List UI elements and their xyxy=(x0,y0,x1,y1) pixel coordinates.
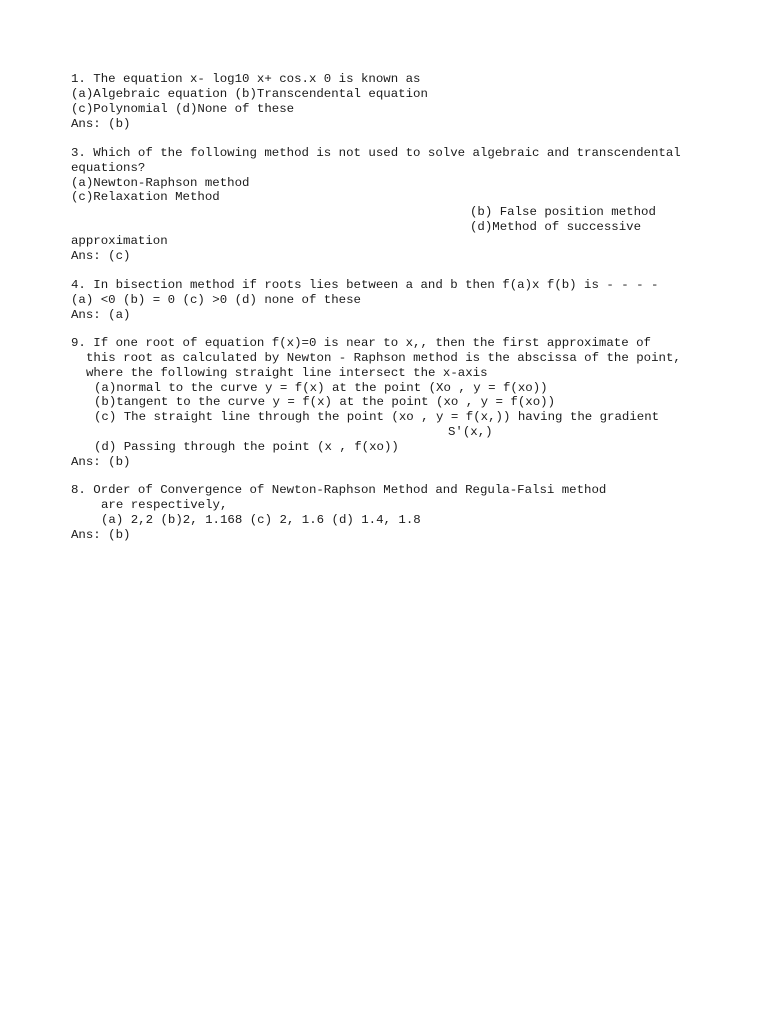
q3-answer: Ans: (c) xyxy=(71,249,131,263)
q3-option-c: (c)Relaxation Method xyxy=(71,190,220,204)
q9-option-c: (c) The straight line through the point (xo , y = f(x,)) having the gradient xyxy=(94,410,660,424)
q1-stem: 1. The equation x- log10 x+ cos.x 0 is known as xyxy=(71,72,421,86)
q4-answer: Ans: (a) xyxy=(71,308,131,322)
q4-options: (a) <0 (b) = 0 (c) >0 (d) none of these xyxy=(71,293,361,307)
q9-option-b: (b)tangent to the curve y = f(x) at the point (xo , y = f(xo)) xyxy=(94,395,556,409)
q9-option-a: (a)normal to the curve y = f(x) at the point (Xo , y = f(xo)) xyxy=(94,381,548,395)
q8-options: (a) 2,2 (b)2, 1.168 (c) 2, 1.6 (d) 1.4, 1.8 xyxy=(101,513,421,527)
q8-answer: Ans: (b) xyxy=(71,528,131,542)
q1-answer: Ans: (b) xyxy=(71,117,131,131)
q3-stem: 3. Which of the following method is not used to solve algebraic and transcendental xyxy=(71,146,681,160)
q1-options-ab: (a)Algebraic equation (b)Transcendental equation xyxy=(71,87,428,101)
q3-option-a: (a)Newton-Raphson method xyxy=(71,176,250,190)
q8-stem-cont: are respectively, xyxy=(101,498,228,512)
q9-stem-cont-1: this root as calculated by Newton - Raphson method is the abscissa of the point, xyxy=(86,351,681,365)
q9-option-d: (d) Passing through the point (x , f(xo)) xyxy=(94,440,399,454)
q3-option-b: (b) False position method xyxy=(470,205,656,219)
q3-option-d: (d)Method of successive xyxy=(470,220,642,234)
q9-option-c-cont: S'(x,) xyxy=(448,425,493,439)
q4-stem: 4. In bisection method if roots lies between a and b then f(a)x f(b) is - - - - xyxy=(71,278,659,292)
q9-stem: 9. If one root of equation f(x)=0 is near to x,, then the first approximate of xyxy=(71,336,651,350)
q1-options-cd: (c)Polynomial (d)None of these xyxy=(71,102,295,116)
q3-stem-cont: equations? xyxy=(71,161,146,175)
q9-answer: Ans: (b) xyxy=(71,455,131,469)
q9-stem-cont-2: where the following straight line intersect the x-axis xyxy=(86,366,488,380)
q3-option-d-cont: approximation xyxy=(71,234,168,248)
q8-stem: 8. Order of Convergence of Newton-Raphson Method and Regula-Falsi method xyxy=(71,483,607,497)
